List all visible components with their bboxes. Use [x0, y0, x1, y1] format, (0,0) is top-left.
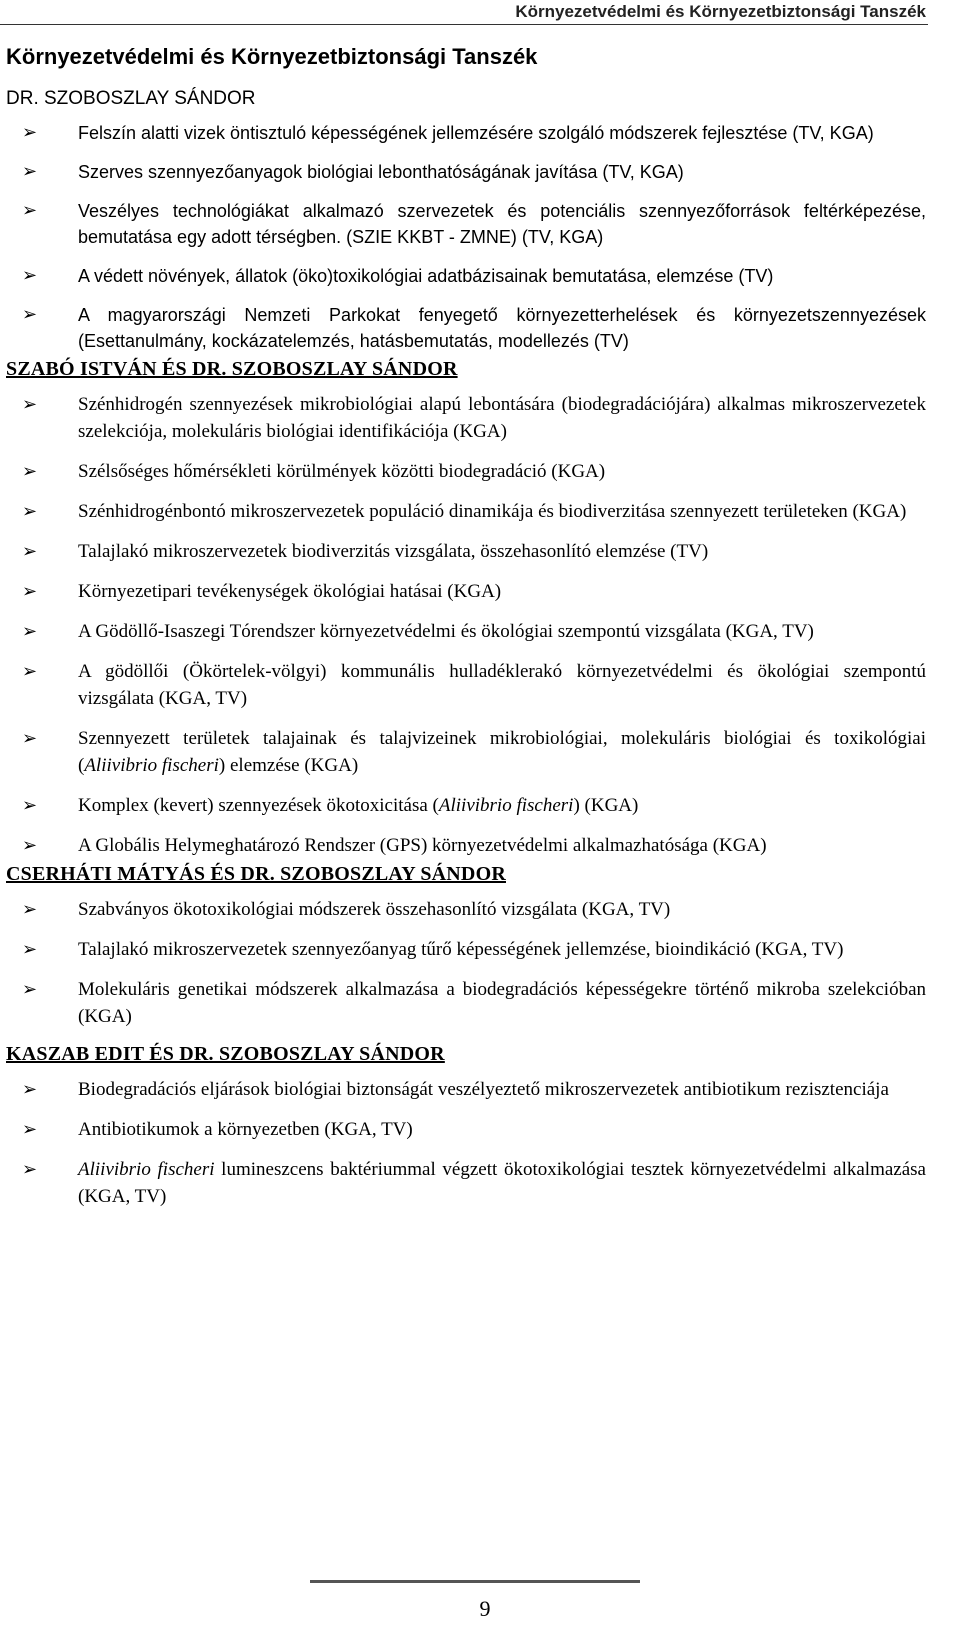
- page-number: 9: [479, 1596, 491, 1621]
- arrow-bullet-icon: ➢: [22, 728, 38, 749]
- list-item: ➢ Környezetipari tevékenységek ökológiai hatásai (KGA): [6, 578, 926, 605]
- arrow-bullet-icon: ➢: [22, 122, 38, 143]
- list-item: ➢ Szénhidrogénbontó mikroszervezetek populáció dinamikája és biodiverzitása szennyezett területeken (KGA): [6, 498, 926, 525]
- author-heading: DR. SZOBOSZLAY SÁNDOR: [6, 88, 256, 109]
- topic-list: [6, 120, 926, 354]
- list-item: ➢ Komplex (kevert) szennyezések ökotoxicitása (Aliivibrio fischeri) (KGA): [6, 792, 926, 819]
- author-heading: KASZAB EDIT ÉS DR. SZOBOSZLAY SÁNDOR: [6, 1043, 445, 1065]
- arrow-bullet-icon: ➢: [22, 501, 38, 522]
- arrow-bullet-icon: ➢: [22, 835, 38, 856]
- list-item: ➢ Biodegradációs eljárások biológiai biztonságát veszélyeztető mikroszervezetek antibiotikum rezisztenciája: [6, 1076, 926, 1103]
- arrow-bullet-icon: ➢: [22, 621, 38, 642]
- arrow-bullet-icon: ➢: [22, 661, 38, 682]
- list-item: ➢ Molekuláris genetikai módszerek alkalmazása a biodegradációs képességekre történő mikroba szelekcióban (KGA): [6, 976, 926, 1030]
- list-item: ➢ Szennyezett területek talajainak és talajvizeinek mikrobiológiai, molekuláris biológiai és toxikológiai (Aliivibrio fischeri) elemzése (KGA): [6, 725, 926, 779]
- arrow-bullet-icon: ➢: [22, 795, 38, 816]
- footer-rule: [310, 1580, 640, 1583]
- author-heading: SZABÓ ISTVÁN ÉS DR. SZOBOSZLAY SÁNDOR: [6, 358, 458, 380]
- list-item: ➢ A Globális Helymeghatározó Rendszer (GPS) környezetvédelmi alkalmazhatósága (KGA): [6, 832, 926, 859]
- arrow-bullet-icon: ➢: [22, 939, 38, 960]
- list-item: ➢ Aliivibrio fischeri lumineszcens baktériummal végzett ökotoxikológiai tesztek környezetvédelmi alkalmazása (KGA, TV): [6, 1156, 926, 1210]
- list-item: ➢ Talajlakó mikroszervezetek szennyezőanyag tűrő képességének jellemzése, bioindikáció (KGA, TV): [6, 936, 926, 963]
- arrow-bullet-icon: ➢: [22, 394, 38, 415]
- document-body: [6, 88, 926, 1223]
- arrow-bullet-icon: ➢: [22, 461, 38, 482]
- arrow-bullet-icon: ➢: [22, 541, 38, 562]
- list-item: ➢ Veszélyes technológiákat alkalmazó szervezetek és potenciális szennyezőforrások feltérképezése, bemutatása egy adott térségben. (SZIE KKBT - ZMNE) (TV, KGA): [22, 200, 926, 247]
- list-item: ➢ A magyarországi Nemzeti Parkokat fenyegető környezetterhelések és környezetszennyezések (Esettanulmány, kockázatelemzés, hatásbemutatás, modellezés (TV): [22, 304, 926, 351]
- list-item: ➢ A védett növények, állatok (öko)toxikológiai adatbázisainak bemutatása, elemzése (TV): [6, 263, 926, 289]
- list-item: ➢ Talajlakó mikroszervezetek biodiverzitás vizsgálata, összehasonlító elemzése (TV): [6, 538, 926, 565]
- list-item: ➢ Szabványos ökotoxikológiai módszerek összehasonlító vizsgálata (KGA, TV): [6, 896, 926, 923]
- header-rule: [0, 24, 928, 25]
- list-item: ➢ Szerves szennyezőanyagok biológiai lebonthatóságának javítása (TV, KGA): [6, 159, 926, 185]
- author-heading: CSERHÁTI MÁTYÁS ÉS DR. SZOBOSZLAY SÁNDOR: [6, 863, 506, 885]
- arrow-bullet-icon: ➢: [22, 200, 38, 221]
- arrow-bullet-icon: ➢: [22, 899, 38, 920]
- arrow-bullet-icon: ➢: [22, 979, 38, 1000]
- arrow-bullet-icon: ➢: [22, 581, 38, 602]
- topic-list: [6, 391, 926, 859]
- department-title: Környezetvédelmi és Környezetbiztonsági Tanszék: [6, 44, 538, 69]
- arrow-bullet-icon: ➢: [22, 304, 38, 325]
- arrow-bullet-icon: ➢: [22, 265, 38, 286]
- list-item: ➢ Felszín alatti vizek öntisztuló képességének jellemzésére szolgáló módszerek fejlesztése (TV, KGA): [6, 120, 926, 146]
- list-item: ➢ A gödöllői (Ökörtelek-völgyi) kommunális hulladéklerakó környezetvédelmi és ökológiai szempontú vizsgálata (KGA, TV): [6, 658, 926, 712]
- list-item: ➢ A Gödöllő-Isaszegi Tórendszer környezetvédelmi és ökológiai szempontú vizsgálata (KGA, TV): [6, 618, 926, 645]
- topic-list: [6, 1076, 926, 1210]
- topic-list: [6, 896, 926, 1030]
- running-header: Környezetvédelmi és Környezetbiztonsági Tanszék: [515, 2, 926, 21]
- list-item: ➢ Szélsőséges hőmérsékleti körülmények közötti biodegradáció (KGA): [6, 458, 926, 485]
- list-item: ➢ Antibiotikumok a környezetben (KGA, TV): [6, 1116, 926, 1143]
- list-item: ➢ Szénhidrogén szennyezések mikrobiológiai alapú lebontására (biodegradációjára) alkalmas mikroszervezetek szelekciója, molekuláris biológiai identifikációja (KGA): [6, 391, 926, 445]
- arrow-bullet-icon: ➢: [22, 1159, 38, 1180]
- arrow-bullet-icon: ➢: [22, 1119, 38, 1140]
- arrow-bullet-icon: ➢: [22, 161, 38, 182]
- arrow-bullet-icon: ➢: [22, 1079, 38, 1100]
